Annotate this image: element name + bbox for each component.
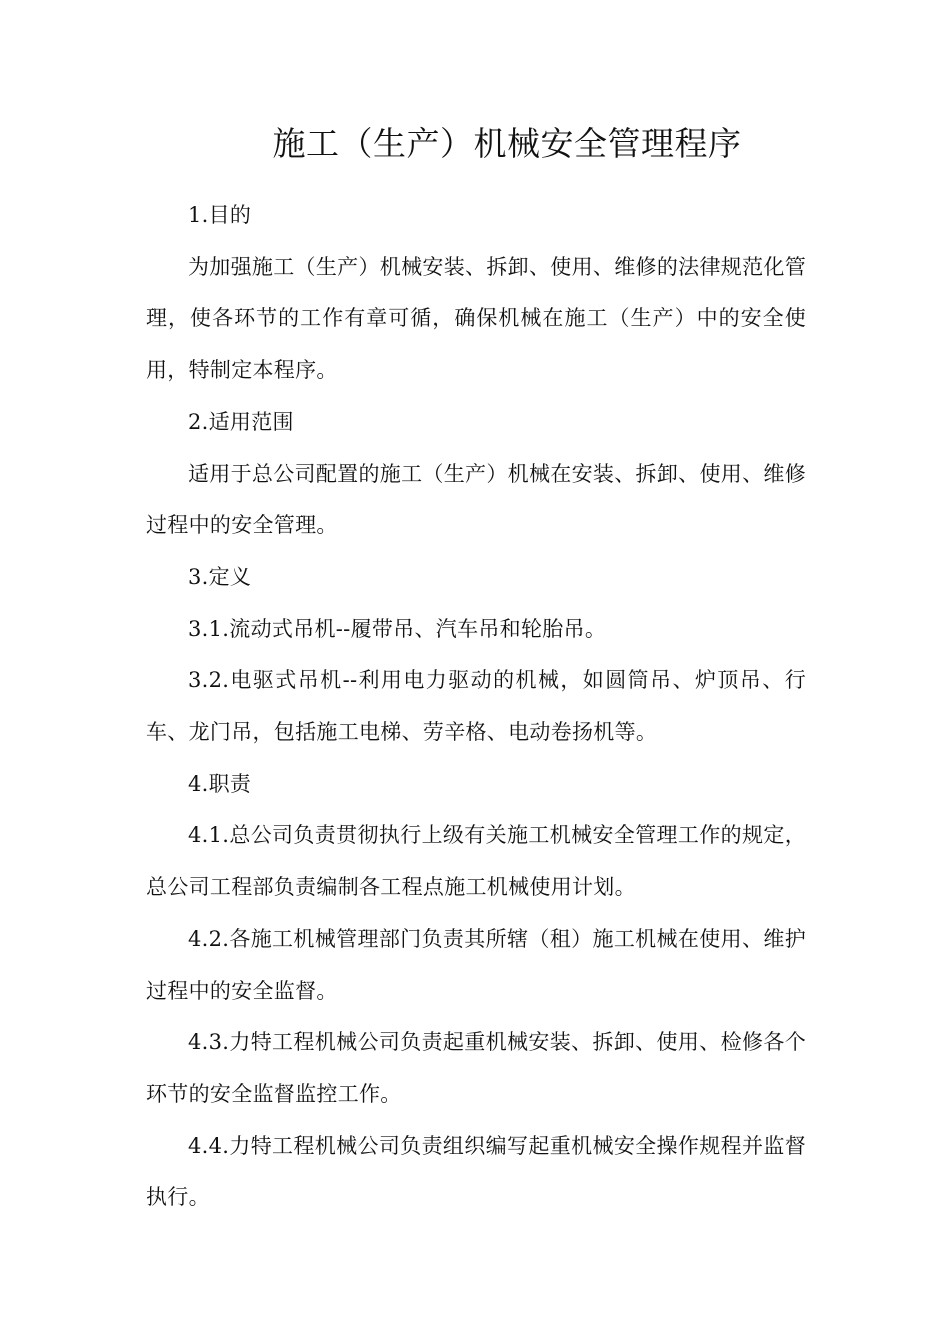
heading-purpose: 1.目的: [188, 203, 252, 227]
heading-responsibilities: 4.职责: [188, 771, 252, 796]
paragraph-scope: 适用于总公司配置的施工（生产）机械在安装、拆卸、使用、维修过程中的安全管理。: [146, 461, 806, 538]
document-body: [146, 190, 806, 1224]
paragraph-responsibility-4-1: 4.1.总公司负责贯彻执行上级有关施工机械安全管理工作的规定，总公司工程部负责编制各工程点施工机械使用计划。: [146, 823, 806, 900]
paragraph-purpose: 为加强施工（生产）机械安装、拆卸、使用、维修的法律规范化管理，使各环节的工作有章可循，确保机械在施工（生产）中的安全使用，特制定本程序。: [146, 254, 806, 383]
paragraph-responsibility-4-2: 4.2.各施工机械管理部门负责其所辖（租）施工机械在使用、维护过程中的安全监督。: [146, 926, 806, 1003]
paragraph-responsibility-4-4: 4.4.力特工程机械公司负责组织编写起重机械安全操作规程并监督执行。: [146, 1133, 806, 1210]
heading-scope: 2.适用范围: [188, 409, 294, 434]
paragraph-responsibility-4-3: 4.3.力特工程机械公司负责起重机械安装、拆卸、使用、检修各个环节的安全监督监控工作。: [146, 1030, 806, 1106]
heading-definitions: 3.定义: [188, 564, 252, 589]
document-title: 施工（生产）机械安全管理程序: [272, 124, 742, 163]
paragraph-definition-3-1: 3.1.流动式吊机--履带吊、汽车吊和轮胎吊。: [188, 616, 607, 641]
paragraph-definition-3-2: 3.2.电驱式吊机--利用电力驱动的机械，如圆筒吊、炉顶吊、行车、龙门吊，包括施工电梯、劳辛格、电动卷扬机等。: [146, 668, 806, 745]
